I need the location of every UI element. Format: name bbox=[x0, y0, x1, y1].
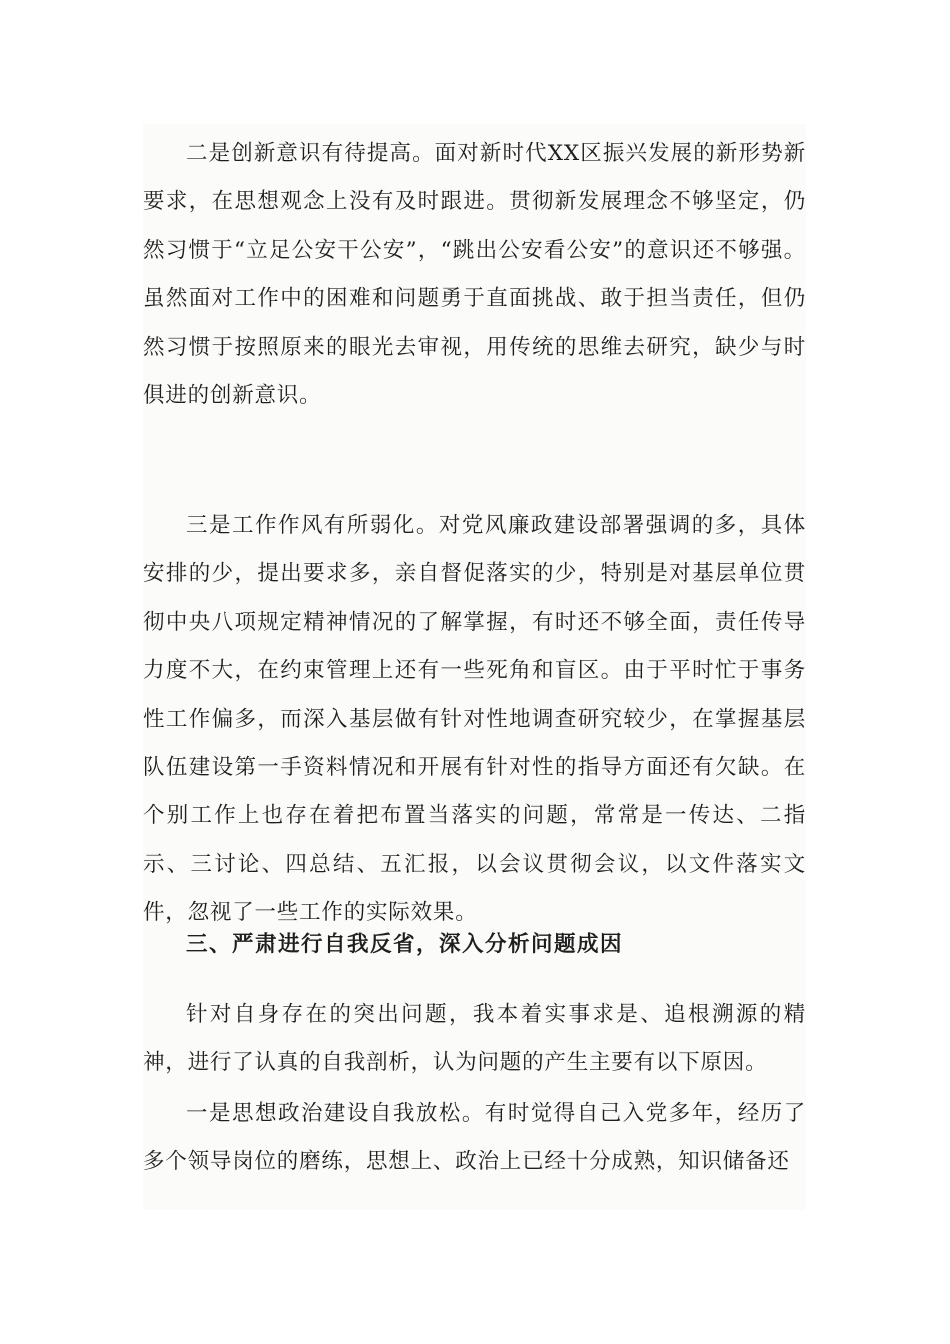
paragraph-political-construction: 一是思想政治建设自我放松。有时觉得自己入党多年，经历了多个领导岗位的磨练，思想上、政治上已经十分成熟，知识储备还 bbox=[143, 1101, 806, 1175]
paragraph-analysis-intro: 针对自身存在的突出问题，我本着实事求是、追根溯源的精神，进行了认真的自我剖析，认为问题的产生主要有以下原因。 bbox=[143, 1002, 806, 1076]
paragraph-innovation-awareness: 二是创新意识有待提高。面对新时代XX区振兴发展的新形势新要求，在思想观念上没有及时跟进。贯彻新发展理念不够坚定，仍然习惯于“立足公安干公安”，“跳出公安看公安”的意识还不够强。虽然面对工作中的困难和问题勇于直面挑战、敢于担当责任，但仍然习惯于按照原来的眼光去审视，用传统的思维去研究，缺少与时俱进的创新意识。 bbox=[143, 141, 806, 409]
section-heading-self-reflection: 三、严肃进行自我反省，深入分析问题成因 bbox=[186, 932, 624, 957]
document-page bbox=[143, 124, 806, 1210]
paragraph-work-style: 三是工作作风有所弱化。对党风廉政建设部署强调的多，具体安排的少，提出要求多，亲自督促落实的少，特别是对基层单位贯彻中央八项规定精神情况的了解掌握，有时还不够全面，责任传导力度不大，在约束管理上还有一些死角和盲区。由于平时忙于事务性工作偏多，而深入基层做有针对性地调查研究较少，在掌握基层队伍建设第一手资料情况和开展有针对性的指导方面还有欠缺。在个别工作上也存在着把布置当落实的问题，常常是一传达、二指示、三讨论、四总结、五汇报，以会议贯彻会议，以文件落实文件，忽视了一些工作的实际效果。 bbox=[143, 513, 806, 926]
